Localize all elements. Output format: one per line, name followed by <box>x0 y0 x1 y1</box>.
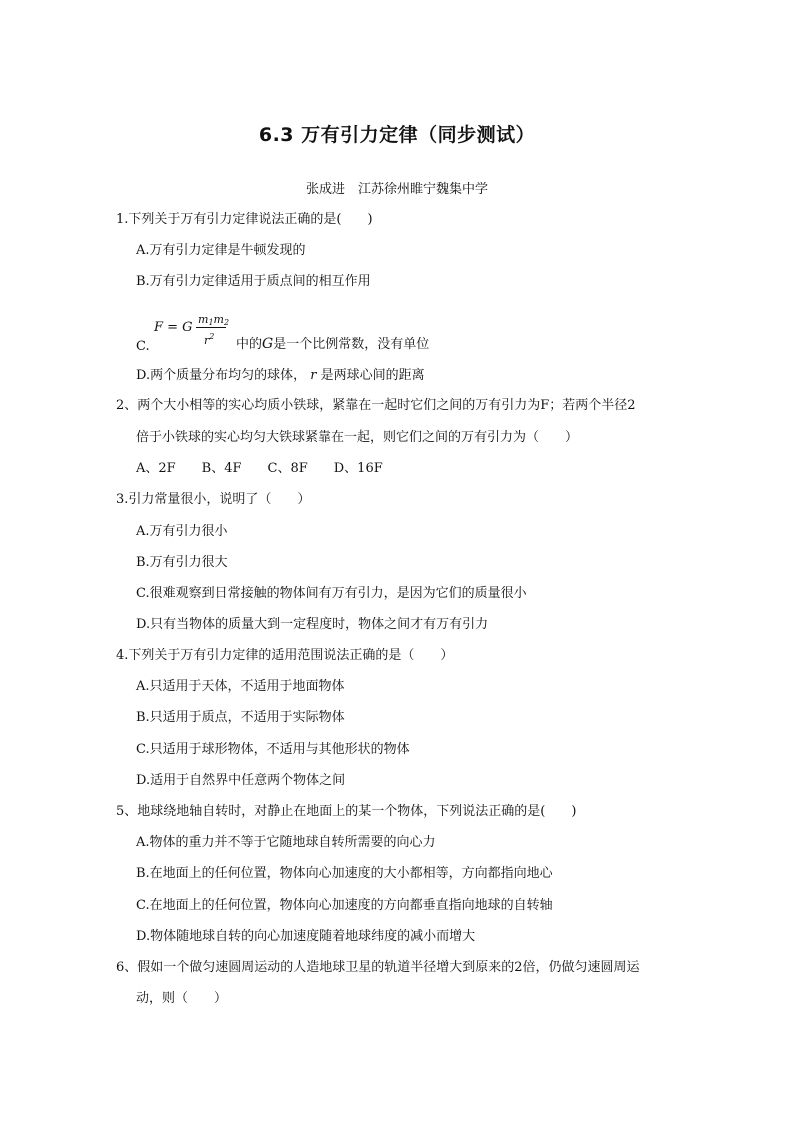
option-c-text: 中的G是一个比例常数，没有单位 <box>236 336 430 352</box>
question-4-option-d: D.适用于自然界中任意两个物体之间 <box>136 773 346 788</box>
question-3-option-b: B.万有引力很大 <box>136 555 228 570</box>
formula-numerator: $m_1m_2$ <box>198 313 230 327</box>
question-2-options: A、2F B、4F C、8F D、16F <box>136 461 383 476</box>
question-3-option-c: C.很难观察到日常接触的物体间有万有引力，是因为它们的质量很小 <box>136 586 527 601</box>
question-1-option-d: D.两个质量分布均匀的球体， r 是两球心间的距离 <box>136 368 425 383</box>
question-4-option-b: B.只适用于质点，不适用于实际物体 <box>136 710 345 725</box>
question-5-option-d: D.物体随地球自转的向心加速度随着地球纬度的减小而增大 <box>136 929 476 944</box>
question-2-stem-continued: 倍于小铁球的实心均匀大铁球紧靠在一起，则它们之间的万有引力为（ ） <box>136 430 579 445</box>
page-title: 6.3 万有引力定律（同步测试） <box>258 124 536 146</box>
question-3-option-d: D.只有当物体的质量大到一定程度时，物体之间才有万有引力 <box>136 617 489 632</box>
fraction-bar <box>196 327 226 328</box>
question-1-option-b: B.万有引力定律适用于质点间的相互作用 <box>136 274 371 289</box>
question-2-stem: 2、两个大小相等的实心均质小铁球，紧靠在一起时它们之间的万有引力为F；若两个半径2 <box>116 398 636 413</box>
question-3-stem: 3.引力常量很小，说明了（ ） <box>116 492 311 507</box>
question-4-option-a: A.只适用于天体，不适用于地面物体 <box>136 679 345 694</box>
question-5-option-a: A.物体的重力并不等于它随地球自转所需要的向心力 <box>136 835 436 850</box>
question-5-option-c: C.在地面上的任何位置，物体向心加速度的方向都垂直指向地球的自转轴 <box>136 898 553 913</box>
question-5-stem: 5、地球绕地轴自转时，对静止在地面上的某一个物体，下列说法正确的是( ) <box>116 804 577 819</box>
question-5-option-b: B.在地面上的任何位置，物体向心加速度的大小都相等，方向都指向地心 <box>136 866 553 881</box>
formula-lhs: F = G <box>154 320 193 335</box>
author-line: 张成进 江苏徐州睢宁魏集中学 <box>305 182 488 197</box>
formula-denominator: $r^2$ <box>204 332 215 347</box>
question-4-option-c: C.只适用于球形物体，不适用与其他形状的物体 <box>136 742 410 757</box>
question-6-stem: 6、假如一个做匀速圆周运动的人造地球卫星的轨道半径增大到原来的2倍，仍做匀速圆周运 <box>116 960 640 975</box>
question-4-stem: 4.下列关于万有引力定律的适用范围说法正确的是（ ） <box>116 648 454 663</box>
option-c-label: C. <box>136 339 150 354</box>
question-6-stem-continued: 动，则（ ） <box>136 991 228 1006</box>
question-1-option-a: A.万有引力定律是牛顿发现的 <box>136 243 306 258</box>
question-3-option-a: A.万有引力很小 <box>136 524 228 539</box>
question-1-stem: 1.下列关于万有引力定律说法正确的是( ) <box>116 212 373 227</box>
